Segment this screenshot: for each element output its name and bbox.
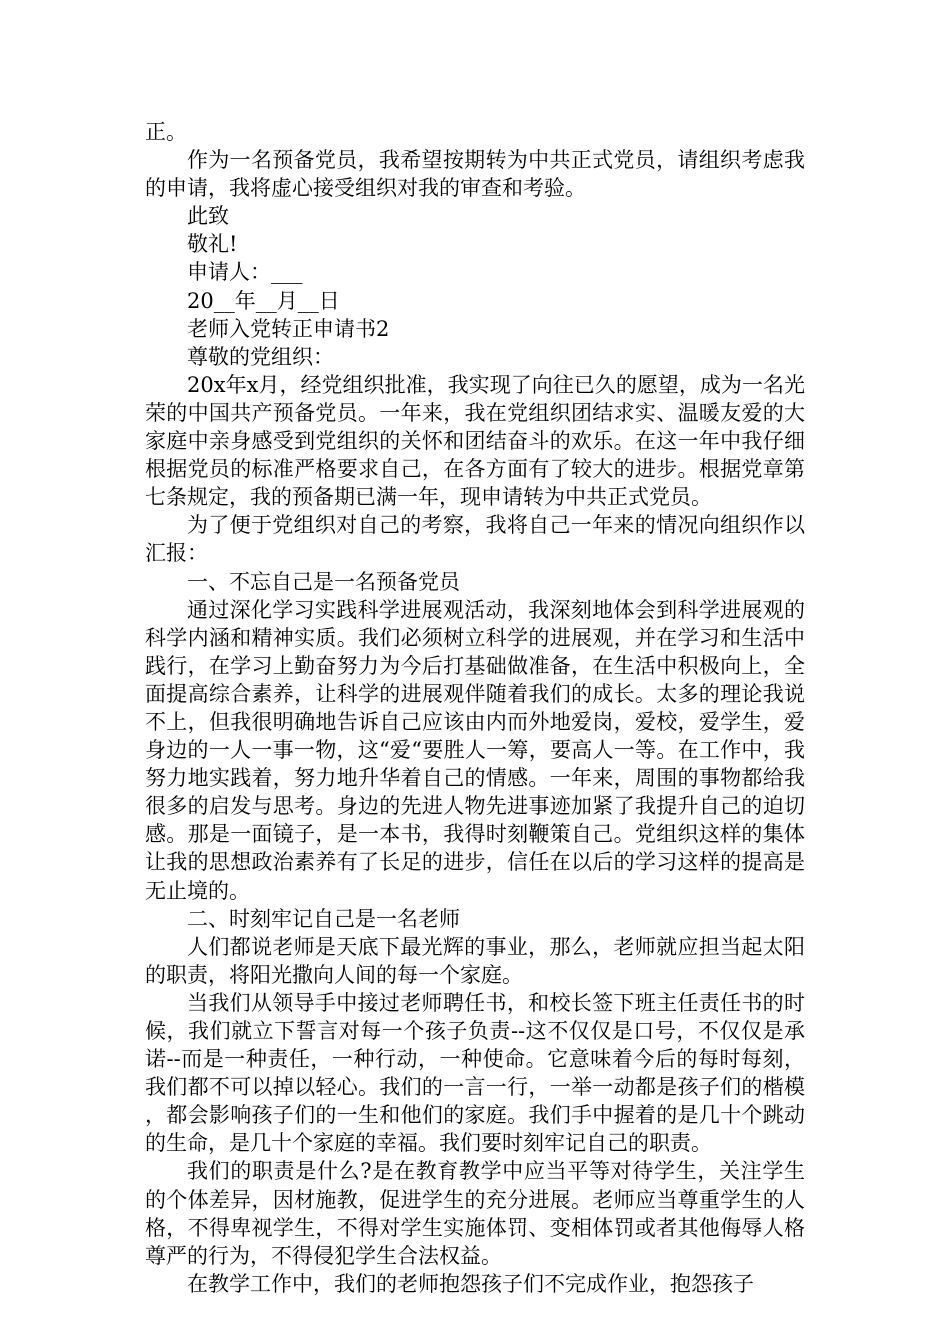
paragraph-body: 在教学工作中，我们的老师抱怨孩子们不完成作业，抱怨孩子 <box>187 1271 754 1296</box>
paragraph-intro: 20x年x月，经党组织批准，我实现了向往已久的愿望，成为一名光荣的中国共产预备党员。一年来，我在党组织团结求实、温暖友爱的大家庭中亲身感受到党组织的关怀和团结奋斗的欢乐。在这一年中我仔细根据党员的标准严格要求自己，在各方面有了较大的进步。根据党章第七条规定，我的预备期已满一年，现申请转为中共正式党员。 <box>145 372 805 510</box>
section-title: 老师入党转正申请书2 <box>187 316 390 341</box>
paragraph-report-lead: 为了便于党组织对自己的考察，我将自己一年来的情况向组织作以汇报： <box>145 513 805 566</box>
applicant-line: 申请人：___ <box>187 260 303 285</box>
document-page <box>145 118 805 1298</box>
closing-regards: 敬礼! <box>187 232 238 257</box>
paragraph-body: 人们都说老师是天底下最光辉的事业，那么，老师就应担当起太阳的职责，将阳光撒向人间的每一个家庭。 <box>145 934 805 987</box>
date-line: 20__年__月__日 <box>187 288 340 313</box>
heading-one: 一、不忘自己是一名预备党员 <box>187 569 460 594</box>
paragraph-body: 我们的职责是什么?是在教育教学中应当平等对待学生，关注学生的个体差异，因材施教，促进学生的充分进展。老师应当尊重学生的人格，不得卑视学生，不得对学生实施体罚、变相体罚或者其他侮辱人格尊严的行为，不得侵犯学生合法权益。 <box>145 1159 805 1268</box>
paragraph-continuation: 正。 <box>145 120 187 144</box>
paragraph-body: 通过深化学习实践科学进展观活动，我深刻地体会到科学进展观的科学内涵和精神实质。我们必须树立科学的进展观，并在学习和生活中践行，在学习上勤奋努力为今后打基础做准备，在生活中积极向上，全面提高综合素养，让科学的进展观伴随着我们的成长。太多的理论我说不上，但我很明确地告诉自己应该由内而外地爱岗，爱校，爱学生，爱身边的一人一事一物，这“爱“要胜人一筹，要高人一等。在工作中，我努力地实践着，努力地升华着自己的情感。一年来，周围的事物都给我很多的启发与思考。身边的先进人物先进事迹加紧了我提升自己的迫切感。那是一面镜子，是一本书，我得时刻鞭策自己。党组织这样的集体让我的思想政治素养有了长足的进步，信任在以后的学习这样的提高是无止境的。 <box>145 597 805 903</box>
heading-two: 二、时刻牢记自己是一名老师 <box>187 906 460 931</box>
paragraph-body: 当我们从领导手中接过老师聘任书，和校长签下班主任责任书的时候，我们就立下誓言对每一个孩子负责--这不仅仅是口号，不仅仅是承诺--而是一种责任，一种行动，一种使命。它意味着今后的每时每刻，我们都不可以掉以轻心。我们的一言一行，一举一动都是孩子们的楷模，都会影响孩子们的一生和他们的家庭。我们手中握着的是几十个跳动的生命，是几十个家庭的幸福。我们要时刻牢记自己的职责。 <box>145 990 805 1156</box>
salutation: 尊敬的党组织： <box>187 344 334 369</box>
closing-salutation: 此致 <box>187 204 229 229</box>
paragraph-request-statement: 作为一名预备党员，我希望按期转为中共正式党员，请组织考虑我的申请，我将虚心接受组织对我的审查和考验。 <box>145 148 805 201</box>
